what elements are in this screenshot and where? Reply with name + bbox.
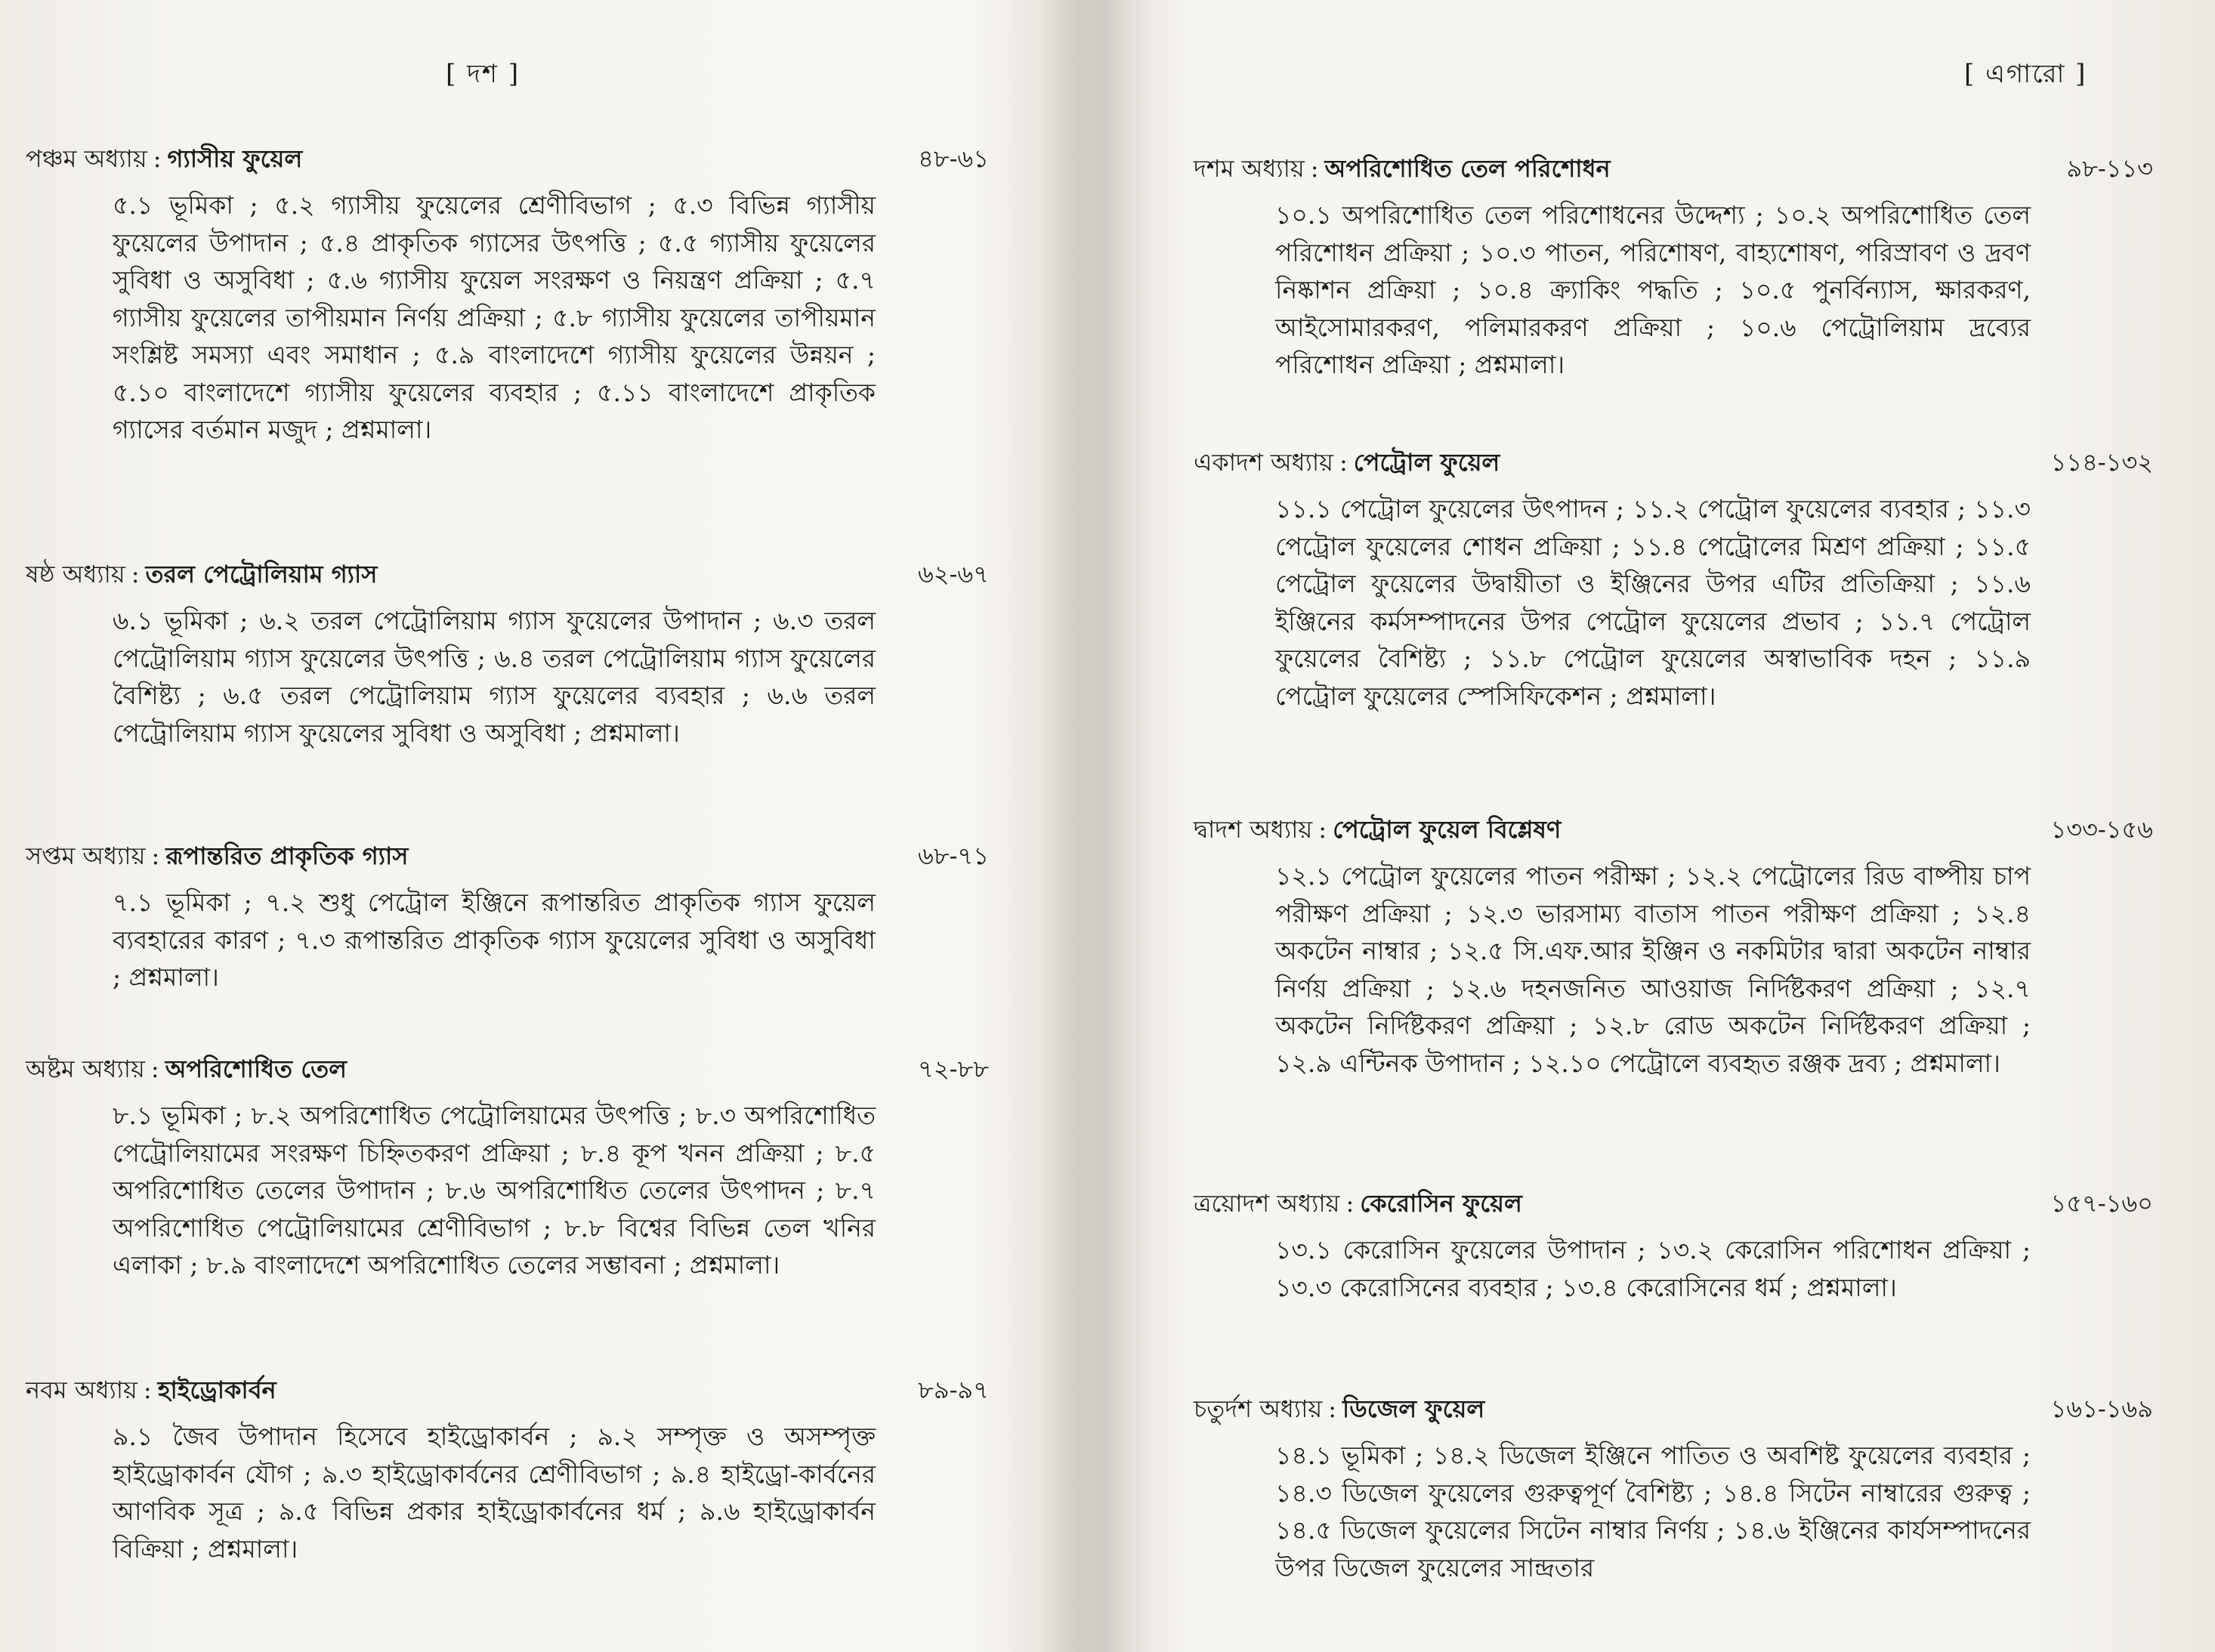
chapter-heading [1194,1390,2153,1429]
chapter-sections: ১৪.১ ভূমিকা ; ১৪.২ ডিজেল ইঞ্জিনে পাতিত ও অবশিষ্ট ফুয়েলের ব্যবহার ; ১৪.৩ ডিজেল ফুয়েলের গুরুত্বপূর্ণ বৈশিষ্ট্য ; ১৪.৪ সিটেন নাম্বারের গুরুত্ব ; ১৪.৫ ডিজেল ফুয়েলের সিটেন নাম্বার নির্ণয় ; ১৪.৬ ইঞ্জিনের কার্যসম্পাদনের উপর ডিজেল ফুয়েলের সান্দ্রতার [1275,1440,2031,1583]
chapter-title: কেরোসিন ফুয়েল [1360,1189,1522,1218]
chapter-page-range: ৭২-৮৮ [918,1055,989,1083]
chapter-page-range: ৯৮-১১৩ [2066,154,2153,183]
toc-entry-chapter-5 [26,140,989,449]
chapter-heading [26,555,989,594]
page-number-right: [ এগারো ] [1964,59,2087,89]
toc-entry-chapter-12 [1194,811,2153,1082]
chapter-page-range: ১৫৭-১৬০ [2050,1189,2153,1218]
chapter-sections: ৯.১ জৈব উপাদান হিসেবে হাইড্রোকার্বন ; ৯.২ সম্পৃক্ত ও অসম্পৃক্ত হাইড্রোকার্বন যৌগ ; ৯.৩ হাইড্রোকার্বনের শ্রেণীবিভাগ ; ৯.৪ হাইড্রো-কার্বনের আণবিক সূত্র ; ৯.৫ বিভিন্ন প্রকার হাইড্রোকার্বনের ধর্ম ; ৯.৬ হাইড্রোকার্বন বিক্রিয়া ; প্রশ্নমালা। [113,1422,876,1564]
toc-entry-chapter-8 [26,1050,989,1284]
chapter-page-range: ১৩৩-১৫৬ [2050,815,2153,844]
chapter-ordinal: অষ্টম অধ্যায় [26,1055,145,1083]
chapter-title: তরল পেট্রোলিয়াম গ্যাস [145,560,378,588]
chapter-page-range: ১৬১-১৬৯ [2050,1394,2153,1423]
toc-entry-chapter-7 [26,837,989,996]
heading-separator: : [153,144,162,173]
toc-entry-chapter-13 [1194,1184,2153,1306]
heading-separator: : [1318,815,1327,844]
chapter-sections: ৮.১ ভূমিকা ; ৮.২ অপরিশোধিত পেট্রোলিয়ামের উৎপত্তি ; ৮.৩ অপরিশোধিত পেট্রোলিয়ামের সংরক্ষণ চিহ্নিতকরণ প্রক্রিয়া ; ৮.৪ কূপ খনন প্রক্রিয়া ; ৮.৫ অপরিশোধিত তেলের উপাদান ; ৮.৬ অপরিশোধিত তেলের উৎপাদন ; ৮.৭ অপরিশোধিত পেট্রোলিয়ামের শ্রেণীবিভাগ ; ৮.৮ বিশ্বের বিভিন্ন তেল খনির এলাকা ; ৮.৯ বাংলাদেশে অপরিশোধিত তেলের সম্ভাবনা ; প্রশ্নমালা। [113,1101,876,1280]
heading-separator: : [1345,1189,1355,1218]
chapter-title: গ্যাসীয় ফুয়েল [167,144,303,173]
chapter-heading [26,1050,989,1089]
chapter-heading [1194,811,2153,850]
chapter-ordinal: দ্বাদশ অধ্যায় [1194,815,1313,844]
chapter-sections: ১২.১ পেট্রোল ফুয়েলের পাতন পরীক্ষা ; ১২.২ পেট্রোলের রিড বাষ্পীয় চাপ পরীক্ষণ প্রক্রিয়া ; ১২.৩ ভারসাম্য বাতাস পাতন পরীক্ষণ প্রক্রিয়া ; ১২.৪ অকটেন নাম্বার ; ১২.৫ সি.এফ.আর ইঞ্জিন ও নকমিটার দ্বারা অকটেন নাম্বার নির্ণয় প্রক্রিয়া ; ১২.৬ দহনজনিত আওয়াজ নির্দিষ্টকরণ প্রক্রিয়া ; ১২.৭ অকটেন নির্দিষ্টকরণ প্রক্রিয়া ; ১২.৮ রোড অকটেন নির্দিষ্টকরণ প্রক্রিয়া ; ১২.৯ এন্টিনক উপাদান ; ১২.১০ পেট্রোলে ব্যবহৃত রঞ্জক দ্রব্য ; প্রশ্নমালা। [1275,861,2031,1078]
chapter-heading [1194,443,2153,483]
chapter-sections: ১০.১ অপরিশোধিত তেল পরিশোধনের উদ্দেশ্য ; ১০.২ অপরিশোধিত তেল পরিশোধন প্রক্রিয়া ; ১০.৩ পাতন, পরিশোষণ, বাহ্যশোষণ, পরিস্রাবণ ও দ্রবণ নিষ্কাশন প্রক্রিয়া ; ১০.৪ ক্র্যাকিং পদ্ধতি ; ১০.৫ পুনর্বিন্যাস, ক্ষারকরণ, আইসোমারকরণ, পলিমারকরণ প্রক্রিয়া ; ১০.৬ পেট্রোলিয়াম দ্রব্যের পরিশোধন প্রক্রিয়া ; প্রশ্নমালা। [1275,200,2031,379]
chapter-title: পেট্রোল ফুয়েল [1353,448,1500,477]
chapter-sections: ৬.১ ভূমিকা ; ৬.২ তরল পেট্রোলিয়াম গ্যাস ফুয়েলের উপাদান ; ৬.৩ তরল পেট্রোলিয়াম গ্যাস ফুয়েলের উৎপত্তি ; ৬.৪ তরল পেট্রোলিয়াম গ্যাস ফুয়েলের বৈশিষ্ট্য ; ৬.৫ তরল পেট্রোলিয়াম গ্যাস ফুয়েলের ব্যবহার ; ৬.৬ তরল পেট্রোলিয়াম গ্যাস ফুয়েলের সুবিধা ও অসুবিধা ; প্রশ্নমালা। [113,606,876,748]
chapter-ordinal: চতুর্দশ অধ্যায় [1194,1394,1323,1423]
chapter-ordinal: একাদশ অধ্যায় [1194,448,1333,477]
chapter-ordinal: ষষ্ঠ অধ্যায় [26,560,125,588]
chapter-title: হাইড্রোকার্বন [157,1376,276,1404]
chapter-heading [26,1371,989,1410]
heading-separator: : [150,1055,159,1083]
toc-entry-chapter-11 [1194,443,2153,715]
toc-entry-chapter-9 [26,1371,989,1567]
chapter-sections: ১১.১ পেট্রোল ফুয়েলের উৎপাদন ; ১১.২ পেট্রোল ফুয়েলের ব্যবহার ; ১১.৩ পেট্রোল ফুয়েলের শোধন প্রক্রিয়া ; ১১.৪ পেট্রোলের মিশ্রণ প্রক্রিয়া ; ১১.৫ পেট্রোল ফুয়েলের উদ্বায়ীতা ও ইঞ্জিনের উপর এটির প্রতিক্রিয়া ; ১১.৬ ইঞ্জিনের কর্মসম্পাদনের উপর পেট্রোল ফুয়েলের প্রভাব ; ১১.৭ পেট্রোল ফুয়েলের বৈশিষ্ট্য ; ১১.৮ পেট্রোল ফুয়েলের অস্বাভাবিক দহন ; ১১.৯ পেট্রোল ফুয়েলের স্পেসিফিকেশন ; প্রশ্নমালা। [1275,494,2031,711]
left-page [0,0,1058,1652]
heading-separator: : [1310,154,1319,183]
toc-entry-chapter-6 [26,555,989,752]
chapter-ordinal: নবম অধ্যায় [26,1376,137,1404]
chapter-ordinal: সপ্তম অধ্যায় [26,841,146,870]
chapter-title: রূপান্তরিত প্রাকৃতিক গ্যাস [165,841,409,870]
chapter-page-range: ৪৮-৬১ [918,144,989,173]
toc-entry-chapter-14 [1194,1390,2153,1586]
chapter-title: অপরিশোধিত তেল [165,1055,348,1083]
chapter-heading [1194,150,2153,189]
heading-separator: : [1328,1394,1337,1423]
chapter-page-range: ৬২-৬৭ [917,560,989,588]
chapter-sections: ৭.১ ভূমিকা ; ৭.২ শুধু পেট্রোল ইঞ্জিনে রূপান্তরিত প্রাকৃতিক গ্যাস ফুয়েল ব্যবহারের কারণ ; ৭.৩ রূপান্তরিত প্রাকৃতিক গ্যাস ফুয়েলের সুবিধা ও অসুবিধা ; প্রশ্নমালা। [113,888,876,992]
chapter-ordinal: ত্রয়োদশ অধ্যায় [1194,1189,1340,1218]
chapter-page-range: ৬৮-৭১ [918,841,989,870]
heading-separator: : [143,1376,152,1404]
heading-separator: : [151,841,160,870]
chapter-title: অপরিশোধিত তেল পরিশোধন [1324,154,1611,183]
heading-separator: : [131,560,140,588]
chapter-sections: ১৩.১ কেরোসিন ফুয়েলের উপাদান ; ১৩.২ কেরোসিন পরিশোধন প্রক্রিয়া ; ১৩.৩ কেরোসিনের ব্যবহার ; ১৩.৪ কেরোসিনের ধর্ম ; প্রশ্নমালা। [1275,1235,2031,1302]
chapter-heading [26,837,989,876]
chapter-title: ডিজেল ফুয়েল [1342,1394,1485,1423]
chapter-ordinal: পঞ্চম অধ্যায় [26,144,147,173]
right-page [1133,0,2215,1652]
chapter-ordinal: দশম অধ্যায় [1194,154,1305,183]
page-number-left: [ দশ ] [446,59,521,89]
chapter-sections: ৫.১ ভূমিকা ; ৫.২ গ্যাসীয় ফুয়েলের শ্রেণীবিভাগ ; ৫.৩ বিভিন্ন গ্যাসীয় ফুয়েলের উপাদান ; ৫.৪ প্রাকৃতিক গ্যাসের উৎপত্তি ; ৫.৫ গ্যাসীয় ফুয়েলের সুবিধা ও অসুবিধা ; ৫.৬ গ্যাসীয় ফুয়েল সংরক্ষণ ও নিয়ন্ত্রণ প্রক্রিয়া ; ৫.৭ গ্যাসীয় ফুয়েলের তাপীয়মান নির্ণয় প্রক্রিয়া ; ৫.৮ গ্যাসীয় ফুয়েলের তাপীয়মান সংশ্লিষ্ট সমস্যা এবং সমাধান ; ৫.৯ বাংলাদেশে গ্যাসীয় ফুয়েলের উন্নয়ন ; ৫.১০ বাংলাদেশে গ্যাসীয় ফুয়েলের ব্যবহার ; ৫.১১ বাংলাদেশে প্রাকৃতিক গ্যাসের বর্তমান মজুদ ; প্রশ্নমালা। [113,190,876,444]
toc-entry-chapter-10 [1194,150,2153,384]
heading-separator: : [1339,448,1348,477]
chapter-heading [26,140,989,179]
chapter-page-range: ৮৯-৯৭ [918,1376,989,1404]
chapter-title: পেট্রোল ফুয়েল বিশ্লেষণ [1333,815,1562,844]
chapter-page-range: ১১৪-১৩২ [2050,448,2153,477]
chapter-heading [1194,1184,2153,1224]
